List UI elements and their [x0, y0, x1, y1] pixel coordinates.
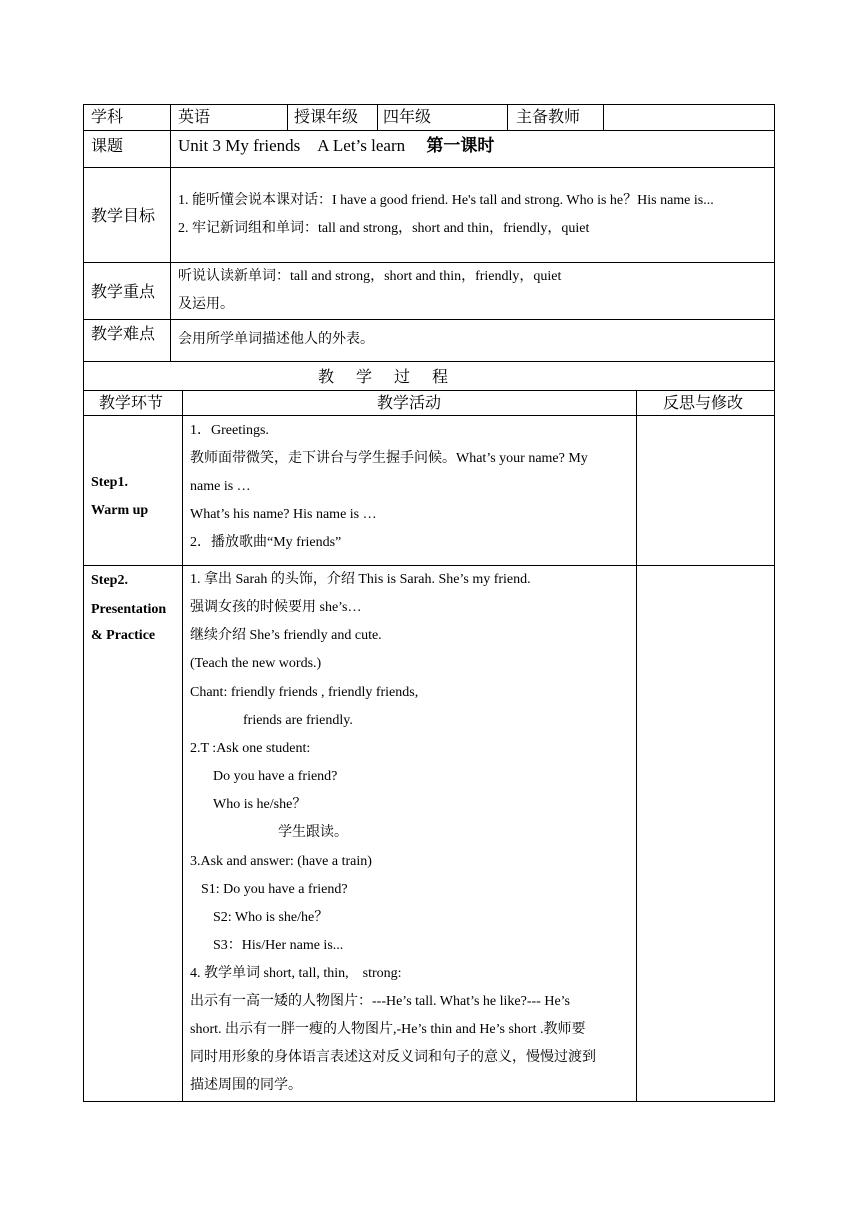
col-header-activity: 教学活动 [377, 395, 442, 412]
step1-line: 1．Greetings. [190, 423, 269, 438]
table-border [83, 130, 775, 131]
col-header-step: 教学环节 [99, 395, 164, 412]
table-border [83, 565, 775, 566]
table-border [83, 104, 84, 1102]
step2-line: (Teach the new words.) [190, 656, 322, 671]
step1-line: 教师面带微笑，走下讲台与学生握手问候。What’s your name? My [190, 451, 588, 466]
step2-line: S2: Who is she/he？ [213, 910, 329, 925]
step2-line: Do you have a friend? [213, 769, 338, 784]
teacher-label: 主备教师 [516, 109, 581, 126]
step1-name: Step1. [91, 475, 128, 490]
col-header-reflection: 反思与修改 [663, 395, 744, 412]
table-border [83, 1101, 775, 1102]
table-border [287, 104, 288, 130]
table-border [83, 319, 775, 320]
table-border [83, 104, 775, 105]
difficulties-label: 教学难点 [91, 326, 156, 343]
table-border [170, 104, 171, 130]
step2-line: 同时用形象的身体语言表述这对反义词和句子的意义，慢慢过渡到 [190, 1050, 596, 1065]
step2-subtitle: Presentation [91, 602, 167, 617]
grade-value: 四年级 [383, 109, 432, 126]
subject-value: 英语 [178, 109, 211, 126]
topic-period: 第一课时 [426, 136, 495, 155]
key-point-line: 及运用。 [178, 297, 234, 312]
step2-line: 1. 拿出 Sarah 的头饰，介绍 This is Sarah. She’s my friend. [190, 572, 531, 587]
table-border [83, 390, 775, 391]
objective-item: 1. 能听懂会说本课对话：I have a good friend. He's tall and strong. Who is he？His name is... [178, 193, 714, 208]
step2-line: 3.Ask and answer: (have a train) [190, 854, 372, 869]
step2-line: 描述周围的同学。 [190, 1078, 302, 1093]
table-border [83, 361, 775, 362]
topic-title: Unit 3 My friends A Let’s learn [178, 136, 406, 155]
step2-line: 继续介绍 She’s friendly and cute. [190, 628, 382, 643]
step1-line: name is … [190, 479, 251, 494]
step1-line: 2．播放歌曲“My friends” [190, 535, 342, 550]
step2-line: short. 出示有一胖一瘦的人物图片,-He’s thin and He’s short .教师要 [190, 1022, 586, 1037]
topic-value [178, 136, 494, 156]
table-border [83, 415, 775, 416]
step2-line: S1: Do you have a friend? [201, 882, 348, 897]
subject-label: 学科 [91, 109, 124, 126]
step2-line: S3：His/Her name is... [213, 938, 344, 953]
step2-subtitle: & Practice [91, 628, 156, 643]
step2-line: Chant: friendly friends , friendly friends, [190, 685, 419, 700]
table-border [603, 104, 604, 130]
topic-label: 课题 [91, 138, 124, 155]
table-border [507, 104, 508, 130]
table-border [182, 390, 183, 1101]
step2-line: 学生跟读。 [278, 825, 348, 840]
table-border [636, 390, 637, 1101]
step2-line: Who is he/she？ [213, 797, 307, 812]
table-border [774, 104, 775, 1102]
objective-item: 2. 牢记新词组和单词：tall and strong，short and thin，friendly，quiet [178, 221, 590, 236]
step2-name: Step2. [91, 573, 128, 588]
table-border [170, 130, 171, 361]
step1-line: What’s his name? His name is … [190, 507, 377, 522]
table-border [83, 262, 775, 263]
step2-line: 出示有一高一矮的人物图片：---He’s tall. What’s he like?--- He’s [190, 994, 571, 1009]
grade-label: 授课年级 [294, 109, 359, 126]
process-title: 教学过程 [318, 369, 471, 386]
step2-line: 4. 教学单词 short, tall, thin, strong: [190, 966, 402, 981]
table-border [83, 167, 775, 168]
key-points-label: 教学重点 [91, 284, 156, 301]
step1-subtitle: Warm up [91, 503, 149, 518]
difficulties-text: 会用所学单词描述他人的外表。 [178, 332, 374, 347]
table-border [377, 104, 378, 130]
key-point-line: 听说认读新单词：tall and strong，short and thin，friendly，quiet [178, 269, 562, 284]
objectives-label: 教学目标 [91, 208, 156, 225]
step2-line: friends are friendly. [243, 713, 353, 728]
step2-line: 强调女孩的时候要用 she’s… [190, 600, 362, 615]
step2-line: 2.T :Ask one student: [190, 741, 311, 756]
